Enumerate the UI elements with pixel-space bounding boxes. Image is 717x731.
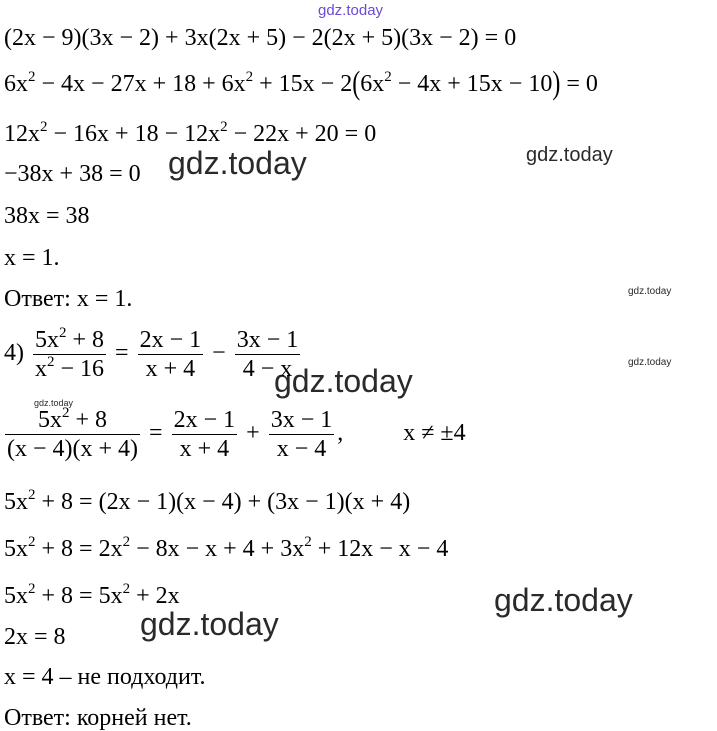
fraction: $\frac{2x - 1}{x + 4}$: [139, 327, 202, 382]
fraction: $\frac{5x^2 + 8}{x^2 - 16}$: [35, 325, 105, 382]
eq1-line5: 38x = 38: [4, 203, 90, 229]
eq1-line2: $6x^2 - 4x - 27x + 18 + 6x^2 + 15x - 2(6x^2 - 4x + 15x - 10) = 0$: [4, 66, 598, 102]
fraction: $\frac{2x - 1}{x + 4}$: [173, 407, 236, 462]
eq1-line3: $12x^2 - 16x + 18 - 12x^2 - 22x + 20 = 0$: [4, 119, 377, 147]
fraction: $\frac{5x^2 + 8}{(x - 4)(x + 4)}$: [7, 405, 139, 462]
watermark: gdz.today: [628, 357, 672, 368]
watermark: gdz.today: [494, 582, 633, 618]
watermark: gdz.today: [168, 145, 307, 181]
watermark: gdz.today: [628, 286, 672, 297]
eq1-answer: Ответ: x = 1.: [4, 286, 133, 312]
watermark: gdz.today: [34, 398, 74, 408]
eq1-line1: (2x − 9)(3x − 2) + 3x(2x + 5) − 2(2x + 5)(3x − 2) = 0: [4, 25, 517, 51]
watermark: gdz.today: [140, 606, 279, 642]
fraction: $\frac{3x - 1}{x - 4}$: [270, 407, 333, 462]
watermark: gdz.today: [274, 363, 413, 399]
domain-restriction: x ≠ ±4: [403, 420, 466, 447]
eq1-line6: x = 1.: [4, 245, 60, 271]
eq2-line4: $5x^2 + 8 = 2x^2 - 8x - x + 4 + 3x^2 + 12x - x - 4$: [4, 534, 449, 562]
eq2-line3: $5x^2 + 8 = (2x - 1)(x - 4) + (3x - 1)(x + 4)$: [4, 487, 411, 515]
eq2-answer: Ответ: корней нет.: [4, 705, 192, 731]
eq1-line4: −38x + 38 = 0: [4, 161, 141, 187]
eq2-common-denominator: $\frac{5x^2 + 8}{(x - 4)(x + 4)}$ = $\frac{2x - 1}{x + 4}$ + $\frac{3x - 1}{x - 4}$ , x ≠ ±4: [7, 405, 466, 462]
eq2-line5: $5x^2 + 8 = 5x^2 + 2x$: [4, 581, 180, 609]
watermark-top: gdz.today: [318, 2, 384, 19]
watermark: gdz.today: [526, 144, 613, 166]
eq2-line7: x = 4 – не подходит.: [4, 664, 206, 690]
fraction: $\frac{3x - 1}{4 - x}$: [236, 327, 299, 382]
eq2-line6: 2x = 8: [4, 624, 66, 650]
eq2-statement: 4) $\frac{5x^2 + 8}{x^2 - 16}$ = $\frac{2x - 1}{x + 4}$ − $\frac{3x - 1}{4 - x}$: [4, 325, 299, 382]
